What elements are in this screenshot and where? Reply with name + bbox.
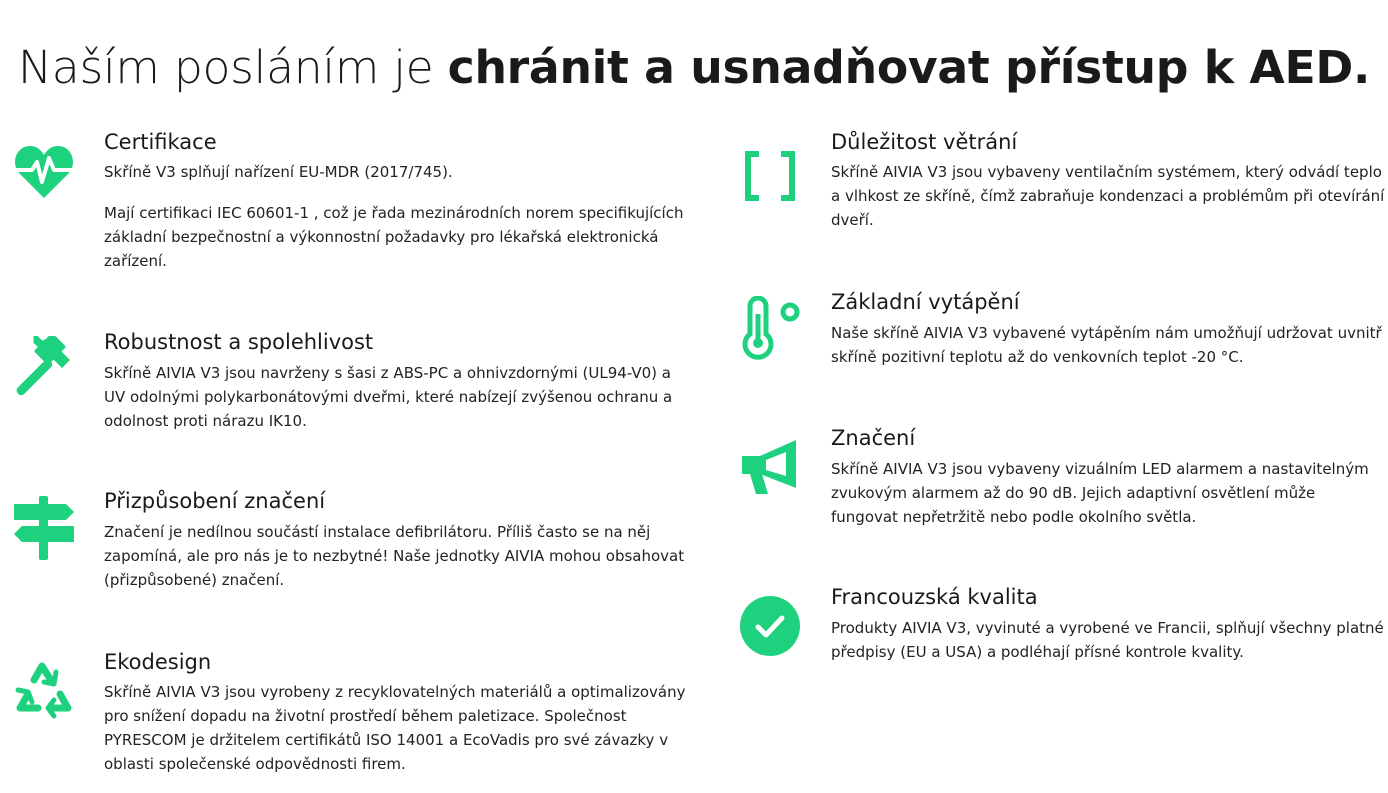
brackets-icon bbox=[738, 144, 802, 208]
feature-text: Produkty AIVIA V3, vyvinuté a vyrobené ve Francii, splňují všechny platné předpisy (EU a USA) a podléhají přísné kontrole kvality. bbox=[831, 619, 1384, 661]
feature-text: Skříně AIVIA V3 jsou vybaveny ventilačním systémem, který odvádí teplo a vlhkost ze skříně, čímž zabraňuje kondenzaci a problémům při otevírání dveří. bbox=[831, 163, 1385, 229]
feature-title: Francouzská kvalita bbox=[831, 585, 1038, 609]
feature-title: Robustnost a spolehlivost bbox=[104, 330, 374, 354]
feature-body bbox=[831, 321, 1386, 386]
feature-title: Certifikace bbox=[104, 130, 217, 154]
page-title-bold: chránit a usnadňovat přístup k AED. bbox=[447, 40, 1371, 94]
feature-body bbox=[831, 160, 1386, 249]
feature-text: Naše skříně AIVIA V3 vybavené vytápěním nám umožňují udržovat uvnitř skříně pozitivní teplotu až do venkovních teplot -20 °C. bbox=[831, 324, 1382, 366]
page-title-light: Naším posláním je bbox=[17, 40, 448, 94]
feature-body bbox=[104, 361, 689, 450]
check-circle-icon bbox=[738, 594, 802, 658]
feature-title: Značení bbox=[831, 426, 916, 450]
feature-body bbox=[831, 457, 1386, 546]
feature-text: Skříně AIVIA V3 jsou vybaveny vizuálním LED alarmem a nastavitelným zvukovým alarmem až do 90 dB. Jejich adaptivní osvětlení může fungovat nepřetržitě nebo podle okolního světla. bbox=[831, 460, 1369, 526]
feature-title: Ekodesign bbox=[104, 650, 212, 674]
thermometer-icon bbox=[738, 296, 802, 360]
feature-text: Značení je nedílnou součástí instalace defibrilátoru. Příliš často se na něj zapomíná, ale pro nás je to nezbytné! Naše jednotky AIVIA mohou obsahovat (přizpůsobené) značení. bbox=[104, 523, 685, 589]
feature-body bbox=[104, 680, 689, 793]
feature-title: Přizpůsobení značení bbox=[104, 489, 326, 513]
heart-pulse-icon bbox=[12, 140, 76, 204]
hammer-icon bbox=[12, 336, 76, 400]
feature-text: Skříně V3 splňují nařízení EU-MDR (2017/745). bbox=[104, 163, 453, 181]
recycle-icon bbox=[12, 656, 76, 720]
signpost-icon bbox=[12, 496, 76, 560]
feature-text: Skříně AIVIA V3 jsou vyrobeny z recyklovatelných materiálů a optimalizovány pro snížení dopadu na životní prostředí během paletizace. Společnost PYRESCOM je držitelem certifikátů ISO 14001 a EcoVadis pro své závazky v oblasti společenské odpovědnosti firem. bbox=[104, 683, 686, 773]
feature-body bbox=[104, 520, 689, 609]
feature-body bbox=[104, 160, 689, 290]
feature-body bbox=[831, 616, 1386, 681]
feature-text: Skříně AIVIA V3 jsou navrženy s šasi z ABS-PC a ohnivzdornými (UL94-V0) a UV odolnými polykarbonátovými dveřmi, které nabízejí zvýšenou ochranu a odolnost proti nárazu IK10. bbox=[104, 364, 673, 430]
megaphone-icon bbox=[738, 434, 802, 498]
feature-title: Důležitost větrání bbox=[831, 130, 1018, 154]
feature-text: Mají certifikaci IEC 60601-1 , což je řada mezinárodních norem specifikujících základní bezpečnostní a výkonnostní požadavky pro lékařská elektronická zařízení. bbox=[104, 204, 684, 270]
page-title bbox=[0, 39, 1388, 97]
feature-title: Základní vytápění bbox=[831, 290, 1020, 314]
